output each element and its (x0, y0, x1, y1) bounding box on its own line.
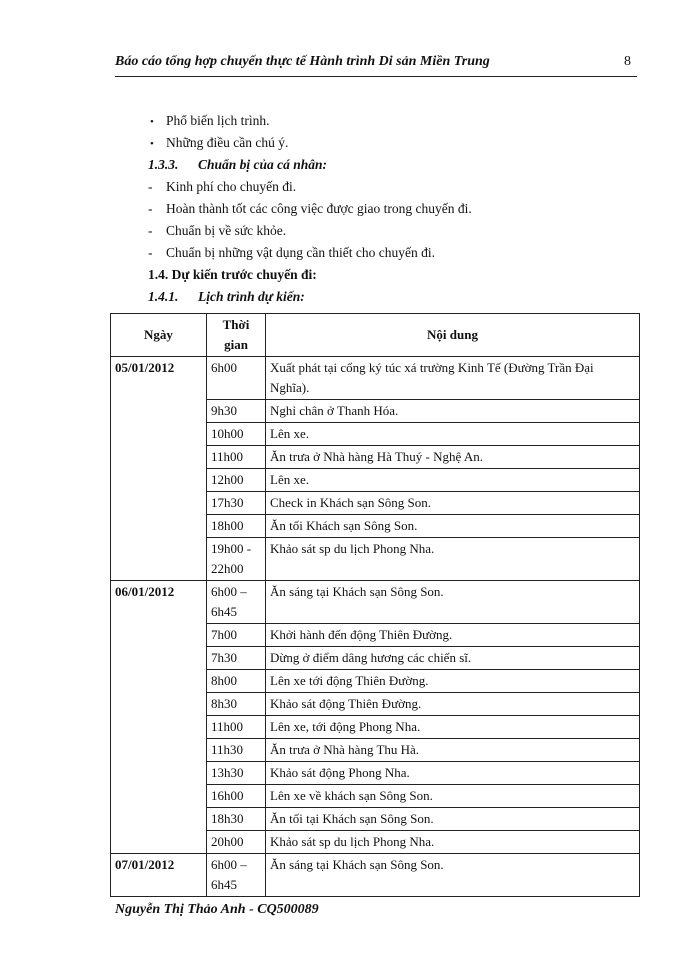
cell-content: Nghỉ chân ở Thanh Hóa. (266, 400, 640, 423)
table-row (111, 357, 640, 400)
cell-time: 8h30 (207, 693, 266, 716)
document-body (148, 110, 648, 308)
cell-time: 18h00 (207, 515, 266, 538)
page-header (115, 54, 637, 77)
schedule-table (110, 313, 640, 897)
page-footer (115, 896, 637, 918)
table-header-row (111, 314, 640, 357)
cell-content: Khởi hành đến động Thiên Đường. (266, 624, 640, 647)
cell-time: 18h30 (207, 808, 266, 831)
header-title: Báo cáo tổng hợp chuyến thực tế Hành trình Di sản Miền Trung (115, 54, 490, 69)
header-content: Nội dung (266, 314, 640, 357)
cell-time: 10h00 (207, 423, 266, 446)
table-row (111, 854, 640, 897)
cell-content: Khảo sát động Thiên Đường. (266, 693, 640, 716)
cell-time: 16h00 (207, 785, 266, 808)
cell-content: Lên xe. (266, 423, 640, 446)
bullet-item: • Những điều cần chú ý. (148, 132, 648, 154)
cell-content: Khảo sát sp du lịch Phong Nha. (266, 538, 640, 581)
cell-time: 19h00 - 22h00 (207, 538, 266, 581)
dash-item: - Chuẩn bị về sức khỏe. (148, 220, 648, 242)
cell-time: 12h00 (207, 469, 266, 492)
cell-content: Ăn trưa ở Nhà hàng Thu Hà. (266, 739, 640, 762)
cell-time: 7h00 (207, 624, 266, 647)
cell-content: Xuất phát tại cổng ký túc xá trường Kinh Tế (Đường Trần Đại Nghĩa). (266, 357, 640, 400)
cell-content: Ăn trưa ở Nhà hàng Hà Thuý - Nghệ An. (266, 446, 640, 469)
cell-time: 11h00 (207, 446, 266, 469)
cell-time: 8h00 (207, 670, 266, 693)
cell-content: Khảo sát sp du lịch Phong Nha. (266, 831, 640, 854)
cell-time: 6h00 (207, 357, 266, 400)
cell-content: Ăn tối tại Khách sạn Sông Son. (266, 808, 640, 831)
dash-icon: - (148, 179, 153, 194)
cell-time: 6h00 – 6h45 (207, 581, 266, 624)
dash-item: - Kinh phí cho chuyến đi. (148, 176, 648, 198)
cell-time: 7h30 (207, 647, 266, 670)
cell-content: Ăn tối Khách sạn Sông Son. (266, 515, 640, 538)
cell-time: 11h30 (207, 739, 266, 762)
cell-time: 6h00 – 6h45 (207, 854, 266, 897)
dash-item: - Hoàn thành tốt các công việc được giao trong chuyến đi. (148, 198, 648, 220)
cell-time: 11h00 (207, 716, 266, 739)
cell-content: Check in Khách sạn Sông Son. (266, 492, 640, 515)
cell-content: Ăn sáng tại Khách sạn Sông Son. (266, 581, 640, 624)
cell-day: 06/01/2012 (111, 581, 207, 854)
dash-item: - Chuẩn bị những vật dụng cần thiết cho chuyến đi. (148, 242, 648, 264)
table-row (111, 581, 640, 624)
section-heading-1-3-3: 1.3.3. Chuẩn bị của cá nhân: (148, 157, 328, 172)
bullet-icon: • (150, 138, 154, 150)
cell-day: 05/01/2012 (111, 357, 207, 581)
cell-content: Lên xe về khách sạn Sông Son. (266, 785, 640, 808)
page-number: 8 (624, 54, 631, 69)
section-heading-1-4-1: 1.4.1. Lịch trình dự kiến: (148, 289, 305, 304)
cell-content: Dừng ở điểm dâng hương các chiến sĩ. (266, 647, 640, 670)
bullet-icon: • (150, 116, 154, 128)
cell-time: 20h00 (207, 831, 266, 854)
bullet-item: • Phổ biến lịch trình. (148, 110, 648, 132)
cell-day: 07/01/2012 (111, 854, 207, 897)
cell-time: 17h30 (207, 492, 266, 515)
cell-content: Lên xe, tới động Phong Nha. (266, 716, 640, 739)
footer-author: Nguyễn Thị Thảo Anh - CQ500089 (115, 902, 319, 917)
cell-content: Lên xe tới động Thiên Đường. (266, 670, 640, 693)
cell-content: Ăn sáng tại Khách sạn Sông Son. (266, 854, 640, 897)
header-day: Ngày (111, 314, 207, 357)
dash-icon: - (148, 245, 153, 260)
section-heading-1-4: 1.4. Dự kiến trước chuyến đi: (148, 267, 317, 282)
schedule-body (111, 357, 640, 897)
cell-time: 9h30 (207, 400, 266, 423)
dash-icon: - (148, 201, 153, 216)
cell-content: Lên xe. (266, 469, 640, 492)
dash-icon: - (148, 223, 153, 238)
header-time: Thời gian (207, 314, 266, 357)
cell-time: 13h30 (207, 762, 266, 785)
cell-content: Khảo sát động Phong Nha. (266, 762, 640, 785)
